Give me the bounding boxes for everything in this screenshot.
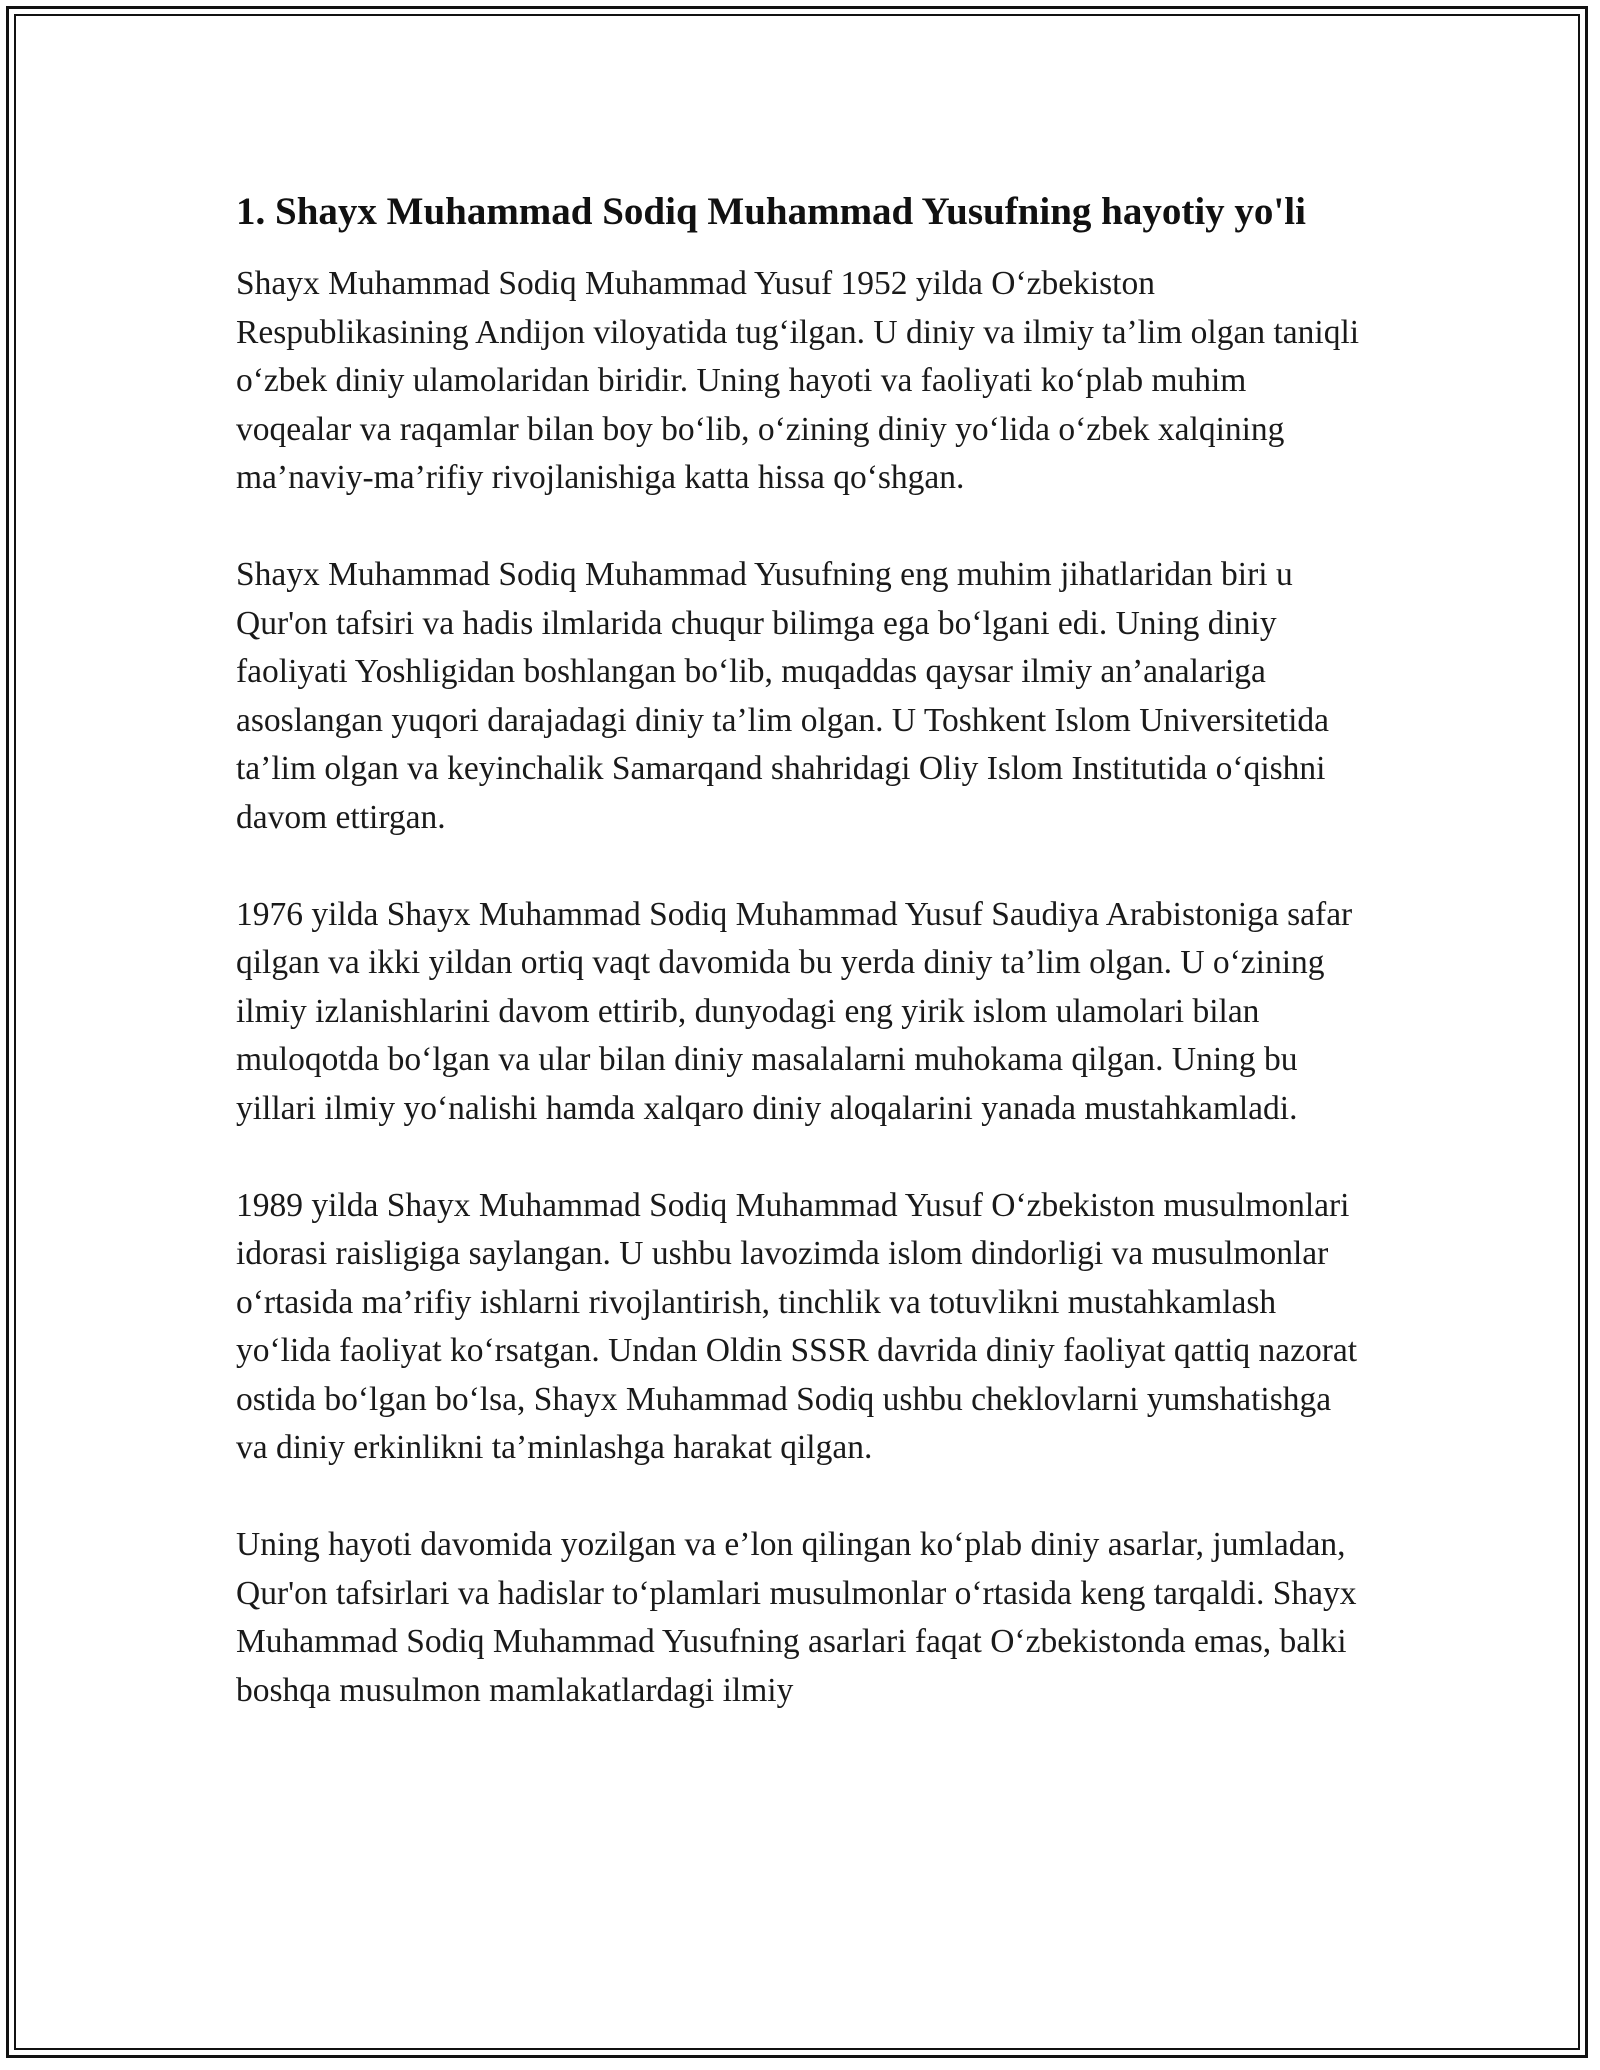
paragraph-3: 1976 yilda Shayx Muhammad Sodiq Muhammad Yusuf Saudiya Arabistoniga safar qilgan va ikki yildan ortiq vaqt davomida bu yerda diniy ta’lim olgan. U o‘zining ilmiy izlanishlarini davom ettirib, dunyodagi eng yirik islom ulamolari bilan muloqotda bo‘lgan va ular bilan diniy masalalarni muhokama qilgan. Uning bu yillari ilmiy yo‘nalishi hamda xalqaro diniy aloqalarini yanada mustahkamladi. (236, 895, 1353, 1127)
paragraph-2: Shayx Muhammad Sodiq Muhammad Yusufning eng muhim jihatlaridan biri u Qur'on tafsiri va hadis ilmlarida chuqur bilimga ega bo‘lgani edi. Uning diniy faoliyati Yoshligidan boshlangan bo‘lib, muqaddas qaysar ilmiy an’analariga asoslangan yuqori darajadagi diniy ta’lim olgan. U Toshkent Islom Universitetida ta’lim olgan va keyinchalik Samarqand shahridagi Oliy Islom Institutida o‘qishni davom ettirgan. (236, 556, 1330, 836)
section-heading: 1. Shayx Muhammad Sodiq Muhammad Yusufning hayotiy yo'li (236, 190, 1306, 233)
paragraph-5: Uning hayoti davomida yozilgan va e’lon qilingan ko‘plab diniy asarlar, jumladan, Qur'on tafsirlari va hadislar to‘plamlari musulmonlar o‘rtasida keng tarqaldi. Shayx Muhammad Sodiq Muhammad Yusufning asarlari faqat O‘zbekistonda emas, balki boshqa musulmon mamlakatlardagi ilmiy (236, 1526, 1357, 1709)
paragraph-4: 1989 yilda Shayx Muhammad Sodiq Muhammad Yusuf O‘zbekiston musulmonlari idorasi raisligiga saylangan. U ushbu lavozimda islom dindorligi va musulmonlar o‘rtasida ma’rifiy ishlarni rivojlantirish, tinchlik va totuvlikni mustahkamlash yo‘lida faoliyat ko‘rsatgan. Undan Oldin SSSR davrida diniy faoliyat qattiq nazorat ostida bo‘lgan bo‘lsa, Shayx Muhammad Sodiq ushbu cheklovlarni yumshatishga va diniy erkinlikni ta’minlashga harakat qilgan. (236, 1186, 1358, 1466)
paragraph-1: Shayx Muhammad Sodiq Muhammad Yusuf 1952 yilda O‘zbekiston Respublikasining Andijon viloyatida tug‘ilgan. U diniy va ilmiy ta’lim olgan taniqli o‘zbek diniy ulamolaridan biridir. Uning hayoti va faoliyati ko‘plab muhim voqealar va raqamlar bilan boy bo‘lib, o‘zining diniy yo‘lida o‘zbek xalqining ma’naviy-ma’rifiy rivojlanishiga katta hissa qo‘shgan. (236, 265, 1360, 496)
document-body (236, 186, 1370, 1715)
